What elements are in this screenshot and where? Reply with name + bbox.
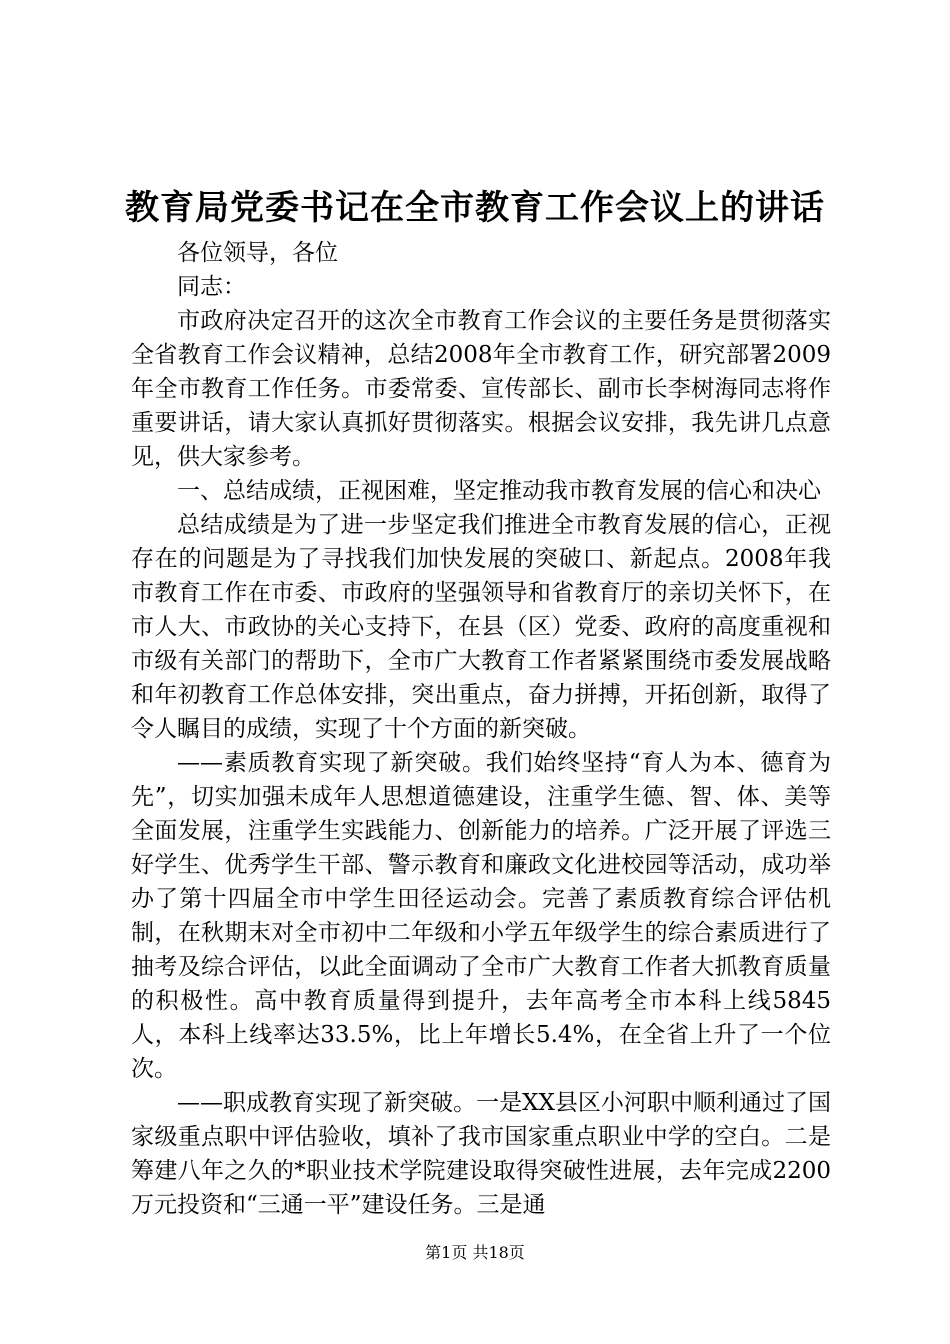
body-paragraph: ——素质教育实现了新突破。我们始终坚持“育人为本、德育为先”，切实加强未成年人思想道德建设，注重学生德、智、体、美等全面发展，注重学生实践能力、创新能力的培养。广泛开展了评选三好学生、优秀学生干部、警示教育和廉政文化进校园等活动，成功举办了第十四届全市中学生田径运动会。完善了素质教育综合评估机制，在秋期末对全市初中二年级和小学五年级学生的综合素质进行了抽考及综合评估，以此全面调动了全市广大教育工作者大抓教育质量的积极性。高中教育质量得到提升，去年高考全市本科上线5845人，本科上线率达33.5%，比上年增长5.4%，在全省上升了一个位次。	[131, 750, 831, 1082]
page-number-footer: 第1页 共18页	[425, 1243, 525, 1262]
document-body	[131, 236, 831, 1222]
salutation-line-1: 各位领导，各位	[177, 240, 338, 266]
body-paragraph: 总结成绩是为了进一步坚定我们推进全市教育发展的信心，正视存在的问题是为了寻找我们加快发展的突破口、新起点。2008年我市教育工作在市委、市政府的坚强领导和省教育厅的亲切关怀下，在市人大、市政协的关心支持下，在县（区）党委、政府的高度重视和市级有关部门的帮助下，全市广大教育工作者紧紧围绕市委发展战略和年初教育工作总体安排，突出重点，奋力拼搏，开拓创新，取得了令人瞩目的成绩，实现了十个方面的新突破。	[131, 512, 831, 742]
document-title: 教育局党委书记在全市教育工作会议上的讲话	[125, 188, 825, 228]
body-paragraph: ——职成教育实现了新突破。一是XX县区小河职中顺利通过了国家级重点职中评估验收，填补了我市国家重点职业中学的空白。二是筹建八年之久的*职业技术学院建设取得突破性进展，去年完成2200万元投资和“三通一平”建设任务。三是通	[131, 1090, 831, 1218]
section-heading: 一、总结成绩，正视困难，坚定推动我市教育发展的信心和决心	[177, 478, 821, 504]
body-paragraph: 市政府决定召开的这次全市教育工作会议的主要任务是贯彻落实全省教育工作会议精神，总结2008年全市教育工作，研究部署2009年全市教育工作任务。市委常委、宣传部长、副市长李树海同志将作重要讲话，请大家认真抓好贯彻落实。根据会议安排，我先讲几点意见，供大家参考。	[131, 308, 831, 470]
salutation-line-2: 同志：	[177, 274, 246, 300]
